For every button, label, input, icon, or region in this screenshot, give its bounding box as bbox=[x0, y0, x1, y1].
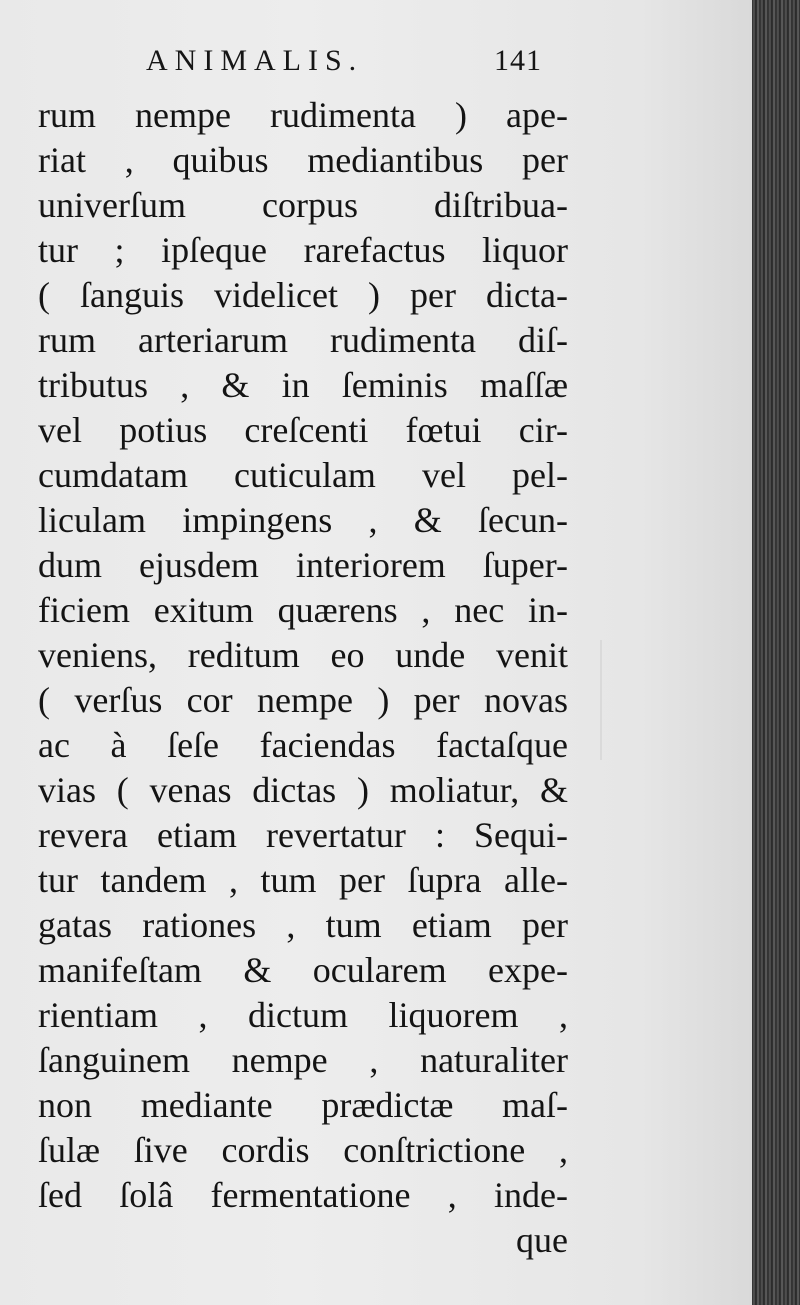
text-line: liculam impingens , & ſecun- bbox=[38, 500, 568, 540]
text-line: tur ; ipſeque rarefactus liquor bbox=[38, 230, 568, 270]
text-line: rum nempe rudimenta ) ape- bbox=[38, 95, 568, 135]
text-line: gatas rationes , tum etiam per bbox=[38, 905, 568, 945]
text-line: tur tandem , tum per ſupra alle- bbox=[38, 860, 568, 900]
text-line: rum arteriarum rudimenta diſ- bbox=[38, 320, 568, 360]
text-line: dum ejusdem interiorem ſuper- bbox=[38, 545, 568, 585]
text-line: ſanguinem nempe , naturaliter bbox=[38, 1040, 568, 1080]
text-line: ſulæ ſive cordis conſtrictione , bbox=[38, 1130, 568, 1170]
text-line: vias ( venas dictas ) moliatur, & bbox=[38, 770, 568, 810]
running-head: ANIMALIS. bbox=[146, 44, 364, 77]
text-line: ſed ſolâ fermentatione , inde- bbox=[38, 1175, 568, 1215]
text-line: tributus , & in ſeminis maſſæ bbox=[38, 365, 568, 405]
text-line: manifeſtam & ocularem expe- bbox=[38, 950, 568, 990]
body-text bbox=[38, 93, 568, 1263]
text-line: non mediante prædictæ maſ- bbox=[38, 1085, 568, 1125]
page-number: 141 bbox=[494, 44, 542, 77]
text-line: rientiam , dictum liquorem , bbox=[38, 995, 568, 1035]
text-line: ( verſus cor nempe ) per novas bbox=[38, 680, 568, 720]
bleed-through-mark bbox=[600, 640, 692, 760]
text-line: univerſum corpus diſtribua- bbox=[38, 185, 568, 225]
text-line: riat , quibus mediantibus per bbox=[38, 140, 568, 180]
text-line: ficiem exitum quærens , nec in- bbox=[38, 590, 568, 630]
catchword: que bbox=[516, 1220, 568, 1260]
text-line: vel potius creſcenti fœtui cir- bbox=[38, 410, 568, 450]
book-spine-edge bbox=[752, 0, 800, 1305]
text-line: veniens, reditum eo unde venit bbox=[38, 635, 568, 675]
page-header bbox=[0, 44, 752, 88]
text-line: cumdatam cuticulam vel pel- bbox=[38, 455, 568, 495]
text-line: ( ſanguis videlicet ) per dicta- bbox=[38, 275, 568, 315]
text-line: revera etiam revertatur : Sequi- bbox=[38, 815, 568, 855]
text-line: ac à ſeſe faciendas factaſque bbox=[38, 725, 568, 765]
